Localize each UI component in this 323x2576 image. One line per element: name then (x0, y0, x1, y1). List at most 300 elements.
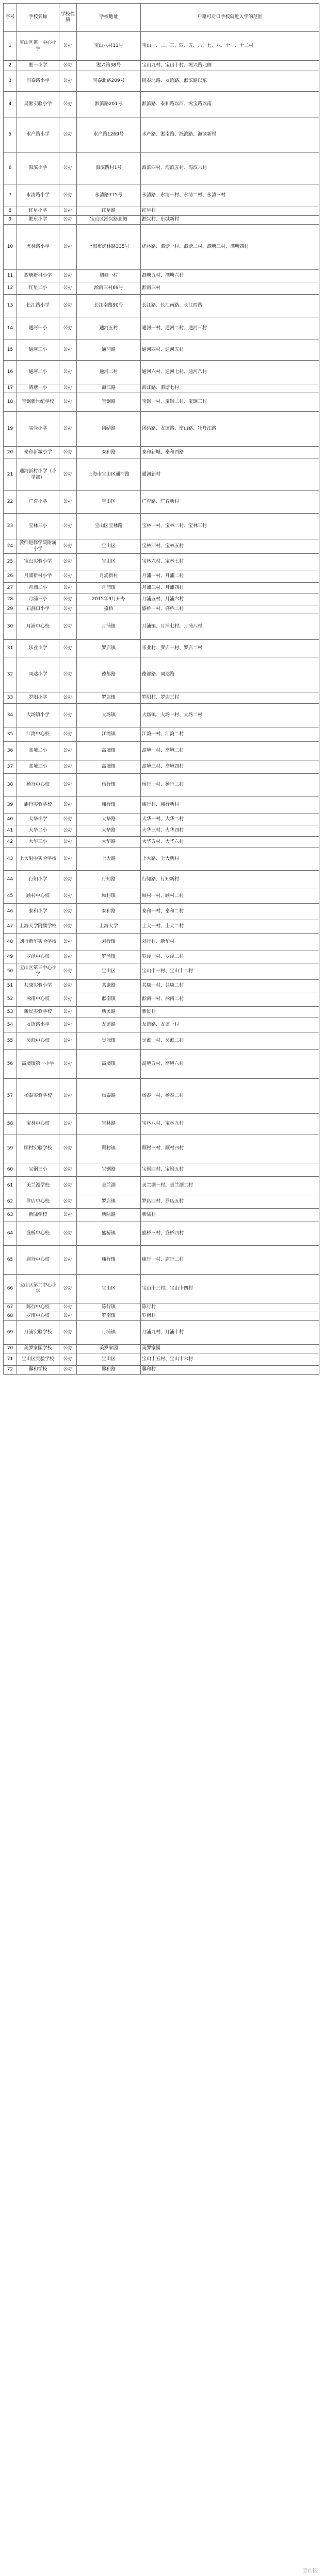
school-address: 上海大学 (77, 920, 141, 934)
school-address: 泰和路 (77, 447, 141, 459)
row-number: 2 (4, 61, 17, 71)
table-body (4, 32, 319, 1375)
row-number: 28 (4, 594, 17, 605)
school-type: 公办 (59, 282, 77, 295)
header-school-name: 学校名称 (17, 4, 59, 32)
table-row (4, 539, 319, 554)
row-number: 50 (4, 963, 17, 980)
row-number: 30 (4, 614, 17, 640)
table-row (4, 1134, 319, 1163)
enrollment-scope: 新陆村 (141, 1209, 319, 1222)
enrollment-scope: 通河六村、通河七村、通河八村 (141, 361, 319, 384)
row-number: 22 (4, 491, 17, 514)
school-name: 庙行中心校 (17, 1246, 59, 1275)
table-row (4, 340, 319, 361)
school-address: 永清路775号 (77, 184, 141, 207)
table-row (4, 491, 319, 514)
school-address: 江湾镇 (77, 727, 141, 742)
table-row (4, 317, 319, 340)
row-number: 37 (4, 760, 17, 774)
school-address: 大华路 (77, 837, 141, 848)
enrollment-scope: 罗南村 (141, 1312, 319, 1321)
school-type: 公办 (59, 920, 77, 934)
school-type: 公办 (59, 1163, 77, 1177)
school-type: 公办 (59, 760, 77, 774)
table-row (4, 1007, 319, 1018)
school-address: 友谊路 (77, 1018, 141, 1032)
row-number: 48 (4, 934, 17, 951)
table-row (4, 583, 319, 594)
table-row (4, 514, 319, 539)
school-type: 公办 (59, 1177, 77, 1195)
table-row (4, 1163, 319, 1177)
school-address: 高境镇 (77, 742, 141, 760)
table-row (4, 459, 319, 491)
school-address: 通河路 (77, 340, 141, 361)
row-number: 54 (4, 1018, 17, 1032)
row-number: 31 (4, 640, 17, 657)
school-type: 公办 (59, 1114, 77, 1134)
school-type: 公办 (59, 384, 77, 393)
school-type: 公办 (59, 657, 77, 692)
enrollment-scope: 宝山十三村、宝山十四村 (141, 1275, 319, 1303)
enrollment-scope: 江湾一村、江湾二村 (141, 727, 319, 742)
table-row (4, 447, 319, 459)
row-number: 72 (4, 1366, 17, 1375)
enrollment-scope: 盛桥一村、盛桥二村 (141, 605, 319, 614)
school-name: 高境镇第一小学 (17, 1050, 59, 1079)
school-type: 公办 (59, 152, 77, 184)
table-row (4, 554, 319, 570)
enrollment-scope: 海江路、泗塘七村 (141, 384, 319, 393)
enrollment-scope: 宝林四村、宝林五村 (141, 539, 319, 554)
school-name: 同达小学 (17, 657, 59, 692)
enrollment-scope: 美罗家园 (141, 1345, 319, 1353)
table-row (4, 1345, 319, 1353)
school-name: 泰和新城小学 (17, 447, 59, 459)
row-number: 25 (4, 554, 17, 570)
school-type: 公办 (59, 614, 77, 640)
enrollment-scope: 大场镇、大场一村、大场二村 (141, 704, 319, 727)
table-row (4, 774, 319, 796)
table-row (4, 871, 319, 889)
school-name: 虎林路小学 (17, 225, 59, 270)
table-row (4, 657, 319, 692)
school-address: 长江南路90号 (77, 295, 141, 317)
enrollment-scope: 乐业村、罗店一村、罗店二村 (141, 640, 319, 657)
row-number: 3 (4, 71, 17, 92)
school-address: 罗南镇 (77, 1312, 141, 1321)
school-name: 淞东小学 (17, 216, 59, 225)
school-type: 公办 (59, 61, 77, 71)
school-type: 公办 (59, 1032, 77, 1050)
school-name: 新陆学校 (17, 1209, 59, 1222)
row-number: 65 (4, 1246, 17, 1275)
table-row (4, 92, 319, 117)
enrollment-scope: 罗店四村、罗店五村 (141, 1195, 319, 1209)
enrollment-scope: 大华五村、大华六村 (141, 837, 319, 848)
row-number: 47 (4, 920, 17, 934)
row-number: 21 (4, 459, 17, 491)
school-address: 庙行镇 (77, 1246, 141, 1275)
school-name: 罗阳小学 (17, 692, 59, 704)
enrollment-scope: 红星村 (141, 207, 319, 216)
school-name: 美罗家园学校 (17, 1345, 59, 1353)
row-number: 51 (4, 980, 17, 992)
school-type: 公办 (59, 32, 77, 61)
row-number: 55 (4, 1032, 17, 1050)
enrollment-scope: 月浦五村、月浦六村 (141, 594, 319, 605)
school-type: 公办 (59, 1366, 77, 1375)
table-row (4, 727, 319, 742)
school-type: 公办 (59, 393, 77, 412)
school-type: 公办 (59, 951, 77, 963)
school-name: 刘行新华实验学校 (17, 934, 59, 951)
row-number: 4 (4, 92, 17, 117)
row-number: 69 (4, 1321, 17, 1345)
school-type: 公办 (59, 554, 77, 570)
school-type: 公办 (59, 1195, 77, 1209)
school-address: 宝山区 (77, 539, 141, 554)
row-number: 70 (4, 1345, 17, 1353)
row-number: 64 (4, 1222, 17, 1246)
enrollment-scope: 团结路、友谊路、密山路、牡丹江路 (141, 412, 319, 447)
enrollment-scope: 宝林一村、宝林二村、宝林三村 (141, 514, 319, 539)
school-type: 公办 (59, 934, 77, 951)
row-number: 52 (4, 992, 17, 1007)
school-name: 庙行实验学校 (17, 796, 59, 814)
school-address: 宝山区 (77, 554, 141, 570)
school-address: 上海市宝山区通河路 (77, 459, 141, 491)
row-number: 67 (4, 1303, 17, 1312)
table-row (4, 594, 319, 605)
enrollment-scope: 永清路、永清一村、永清二村、永清三村 (141, 184, 319, 207)
school-type: 公办 (59, 1321, 77, 1345)
school-address: 淞南三村69号 (77, 282, 141, 295)
row-number: 26 (4, 570, 17, 583)
school-type: 公办 (59, 1345, 77, 1353)
table-row (4, 1303, 319, 1312)
school-address: 泗塘一村 (77, 270, 141, 282)
school-name: 吴淞中心校 (17, 1032, 59, 1050)
table-row (4, 152, 319, 184)
school-address: 月浦新村 (77, 570, 141, 583)
table-row (4, 1050, 319, 1079)
school-type: 公办 (59, 459, 77, 491)
table-row (4, 760, 319, 774)
row-number: 9 (4, 216, 17, 225)
row-number: 57 (4, 1079, 17, 1114)
table-row (4, 614, 319, 640)
school-type: 公办 (59, 963, 77, 980)
school-address: 淞南镇 (77, 992, 141, 1007)
table-row (4, 1312, 319, 1321)
school-address: 顾村镇 (77, 1134, 141, 1163)
school-address: 新陆路 (77, 1209, 141, 1222)
school-type: 公办 (59, 295, 77, 317)
enrollment-scope: 淞兴村、东城新村 (141, 216, 319, 225)
row-number: 17 (4, 384, 17, 393)
school-name: 高境三小 (17, 760, 59, 774)
enrollment-scope: 上大一村、上大二村 (141, 920, 319, 934)
table-row (4, 295, 319, 317)
table-row (4, 1275, 319, 1303)
school-type: 公办 (59, 796, 77, 814)
enrollment-scope: 共康一村、共康二村 (141, 980, 319, 992)
school-address: 通河五村 (77, 317, 141, 340)
enrollment-scope: 广育路、广育新村 (141, 491, 319, 514)
table-row (4, 216, 319, 225)
school-address: 宝山区 (77, 963, 141, 980)
school-name: 上海大学附属学校 (17, 920, 59, 934)
table-row (4, 1366, 319, 1375)
school-name: 宝林中心校 (17, 1114, 59, 1134)
school-type: 公办 (59, 704, 77, 727)
row-number: 59 (4, 1134, 17, 1163)
enrollment-scope: 大华三村、大华四村 (141, 825, 319, 837)
enrollment-scope: 淞南三村 (141, 282, 319, 295)
school-type: 公办 (59, 1246, 77, 1275)
school-name: 广育小学 (17, 491, 59, 514)
enrollment-scope: 淞滨路、泰和路以西、淞宝路以南 (141, 92, 319, 117)
row-number: 35 (4, 727, 17, 742)
table-row (4, 1032, 319, 1050)
table-row (4, 384, 319, 393)
table-row (4, 605, 319, 614)
row-number: 7 (4, 184, 17, 207)
row-number: 61 (4, 1177, 17, 1195)
school-address: 盛桥镇 (77, 1222, 141, 1246)
school-address: 陈行镇 (77, 1303, 141, 1312)
row-number: 11 (4, 270, 17, 282)
row-number: 5 (4, 117, 17, 152)
school-name: 宝山区第二中心小学 (17, 1275, 59, 1303)
row-number: 68 (4, 1312, 17, 1321)
school-address: 宝山八村11号 (77, 32, 141, 61)
school-type: 公办 (59, 980, 77, 992)
school-name: 宝林三小 (17, 514, 59, 539)
table-row (4, 1222, 319, 1246)
school-address: 宝山区 (77, 1353, 141, 1366)
school-type: 公办 (59, 692, 77, 704)
school-address: 大华路 (77, 825, 141, 837)
header-no: 序号 (4, 4, 17, 32)
row-number: 6 (4, 152, 17, 184)
row-number: 40 (4, 814, 17, 825)
school-name: 宝山区第一中心小学 (17, 32, 59, 61)
school-address: 月浦镇 (77, 1321, 141, 1345)
row-number: 42 (4, 837, 17, 848)
table-row (4, 1114, 319, 1134)
school-name: 宝山区实验学校 (17, 1353, 59, 1366)
enrollment-scope: 宝山九村、宝山十村、淞兴路北侧 (141, 61, 319, 71)
table-row (4, 951, 319, 963)
enrollment-scope: 庙行一村、庙行二村 (141, 1246, 319, 1275)
row-number: 33 (4, 692, 17, 704)
school-type: 公办 (59, 1303, 77, 1312)
school-type: 公办 (59, 1209, 77, 1222)
school-type: 公办 (59, 340, 77, 361)
school-type: 公办 (59, 1134, 77, 1163)
school-address: 宝钢路 (77, 393, 141, 412)
row-number: 16 (4, 361, 17, 384)
row-number: 63 (4, 1209, 17, 1222)
school-name: 罗店中心校 (17, 1195, 59, 1209)
header-enrollment-scope: 户籍可对口学校就近入学的范围 (141, 4, 319, 32)
school-type: 公办 (59, 514, 77, 539)
school-address: 泰和路 (77, 904, 141, 920)
school-type: 公办 (59, 216, 77, 225)
school-type: 公办 (59, 583, 77, 594)
table-row (4, 889, 319, 904)
table-row (4, 1195, 319, 1209)
enrollment-scope: 宝山十五村、宝山十六村 (141, 1353, 319, 1366)
school-type: 公办 (59, 1312, 77, 1321)
table-row (4, 225, 319, 270)
school-name: 红星小学 (17, 207, 59, 216)
enrollment-scope: 泗塘五村、泗塘六村 (141, 270, 319, 282)
row-number: 38 (4, 774, 17, 796)
school-address: 宝山区淞兴路北侧 (77, 216, 141, 225)
table-row (4, 61, 319, 71)
row-number: 24 (4, 539, 17, 554)
school-name: 宝钢新世纪学校 (17, 393, 59, 412)
school-type: 公办 (59, 270, 77, 282)
enrollment-scope: 虎林路、泗塘一村、泗塘二村、泗塘三村、泗塘四村 (141, 225, 319, 270)
school-address: 通河二村 (77, 361, 141, 384)
school-name: 月浦新村小学 (17, 570, 59, 583)
school-address: 上大路 (77, 848, 141, 871)
school-address: 杨泰路 (77, 1079, 141, 1114)
school-name: 陈行中心校 (17, 1303, 59, 1312)
enrollment-scope: 刘行村、新华村 (141, 934, 319, 951)
row-number: 27 (4, 583, 17, 594)
table-row (4, 270, 319, 282)
school-name: 馨和学校 (17, 1366, 59, 1375)
header-school-address: 学校地址 (77, 4, 141, 32)
enrollment-scope: 友谊路、友谊一村 (141, 1018, 319, 1032)
row-number: 15 (4, 340, 17, 361)
school-type: 公办 (59, 1353, 77, 1366)
row-number: 20 (4, 447, 17, 459)
school-type: 公办 (59, 71, 77, 92)
school-name: 淞南中心校 (17, 992, 59, 1007)
school-address: 水产路1269号 (77, 117, 141, 152)
table-row (4, 992, 319, 1007)
school-name: 月浦三小 (17, 594, 59, 605)
school-name: 顾村中心校 (17, 889, 59, 904)
school-name: 顾村实验学校 (17, 1134, 59, 1163)
school-name: 大华小学 (17, 814, 59, 825)
school-type: 公办 (59, 594, 77, 605)
school-name: 宝山区第三中心小学 (17, 963, 59, 980)
row-number: 66 (4, 1275, 17, 1303)
school-name: 杨泰实验学校 (17, 1079, 59, 1114)
enrollment-scope: 宝山十一村、宝山十二村 (141, 963, 319, 980)
table-row (4, 1079, 319, 1114)
school-address: 罗店镇 (77, 1195, 141, 1209)
school-type: 公办 (59, 539, 77, 554)
school-name: 月浦二小 (17, 583, 59, 594)
school-address: 海滨四村1号 (77, 152, 141, 184)
enrollment-scope: 馨和村 (141, 1366, 319, 1375)
school-name: 杨行中心校 (17, 774, 59, 796)
school-address: 新民路 (77, 1007, 141, 1018)
enrollment-scope: 泰和一村、泰和二村 (141, 904, 319, 920)
school-type: 公办 (59, 207, 77, 216)
table-row (4, 1246, 319, 1275)
school-name: 同泰路小学 (17, 71, 59, 92)
row-number: 18 (4, 393, 17, 412)
row-number: 62 (4, 1195, 17, 1209)
row-number: 39 (4, 796, 17, 814)
school-address: 宝山区宝林路 (77, 514, 141, 539)
table-row (4, 640, 319, 657)
school-address: 宝钢路 (77, 1163, 141, 1177)
enrollment-scope: 通河新村 (141, 459, 319, 491)
school-type: 公办 (59, 447, 77, 459)
school-type: 公办 (59, 225, 77, 270)
table-row (4, 692, 319, 704)
enrollment-scope: 月浦一村、月浦二村 (141, 570, 319, 583)
row-number: 19 (4, 412, 17, 447)
school-address: 同泰北路209号 (77, 71, 141, 92)
school-name: 泗塘一小 (17, 384, 59, 393)
school-type: 公办 (59, 1275, 77, 1303)
enrollment-scope: 德都路、同达路 (141, 657, 319, 692)
enrollment-scope: 罗阳村、罗店三村 (141, 692, 319, 704)
row-number: 60 (4, 1163, 17, 1177)
school-address: 杨行镇 (77, 774, 141, 796)
school-type: 公办 (59, 317, 77, 340)
enrollment-scope: 高境一村、高境二村 (141, 742, 319, 760)
school-name: 共康实验小学 (17, 980, 59, 992)
school-name: 月浦实验学校 (17, 1321, 59, 1345)
row-number: 46 (4, 904, 17, 920)
school-name: 江湾中心校 (17, 727, 59, 742)
school-name: 罗泾中心校 (17, 951, 59, 963)
school-name: 新民实验学校 (17, 1007, 59, 1018)
school-address: 盛桥 (77, 605, 141, 614)
school-type: 公办 (59, 848, 77, 871)
school-name: 通河二小 (17, 361, 59, 384)
school-name: 泰和小学 (17, 904, 59, 920)
table-row (4, 934, 319, 951)
school-name: 教师进修学院附属小学 (17, 539, 59, 554)
enrollment-scope: 海滨四村、海滨五村、海滨六村 (141, 152, 319, 184)
school-address: 宝林路 (77, 1114, 141, 1134)
enrollment-scope: 宝林六村、宝林七村 (141, 554, 319, 570)
row-number: 41 (4, 825, 17, 837)
enrollment-scope: 顾村三村、顾村四村 (141, 1134, 319, 1163)
row-number: 56 (4, 1050, 17, 1079)
school-address: 月浦镇 (77, 614, 141, 640)
table-row (4, 1353, 319, 1366)
school-address: 吴淞镇 (77, 1032, 141, 1050)
school-name: 上大附中实验学校 (17, 848, 59, 871)
enrollment-scope: 长江路、长江南路、长江西路 (141, 295, 319, 317)
school-type: 公办 (59, 904, 77, 920)
school-name: 美兰湖学校 (17, 1177, 59, 1195)
school-type: 公办 (59, 640, 77, 657)
school-name: 通河三小 (17, 340, 59, 361)
school-address: 大华路 (77, 814, 141, 825)
school-address: 刘行镇 (77, 934, 141, 951)
table-row (4, 1177, 319, 1195)
enrollment-scope: 通河一村、通河二村、通河三村 (141, 317, 319, 340)
row-number: 12 (4, 282, 17, 295)
school-type: 公办 (59, 605, 77, 614)
